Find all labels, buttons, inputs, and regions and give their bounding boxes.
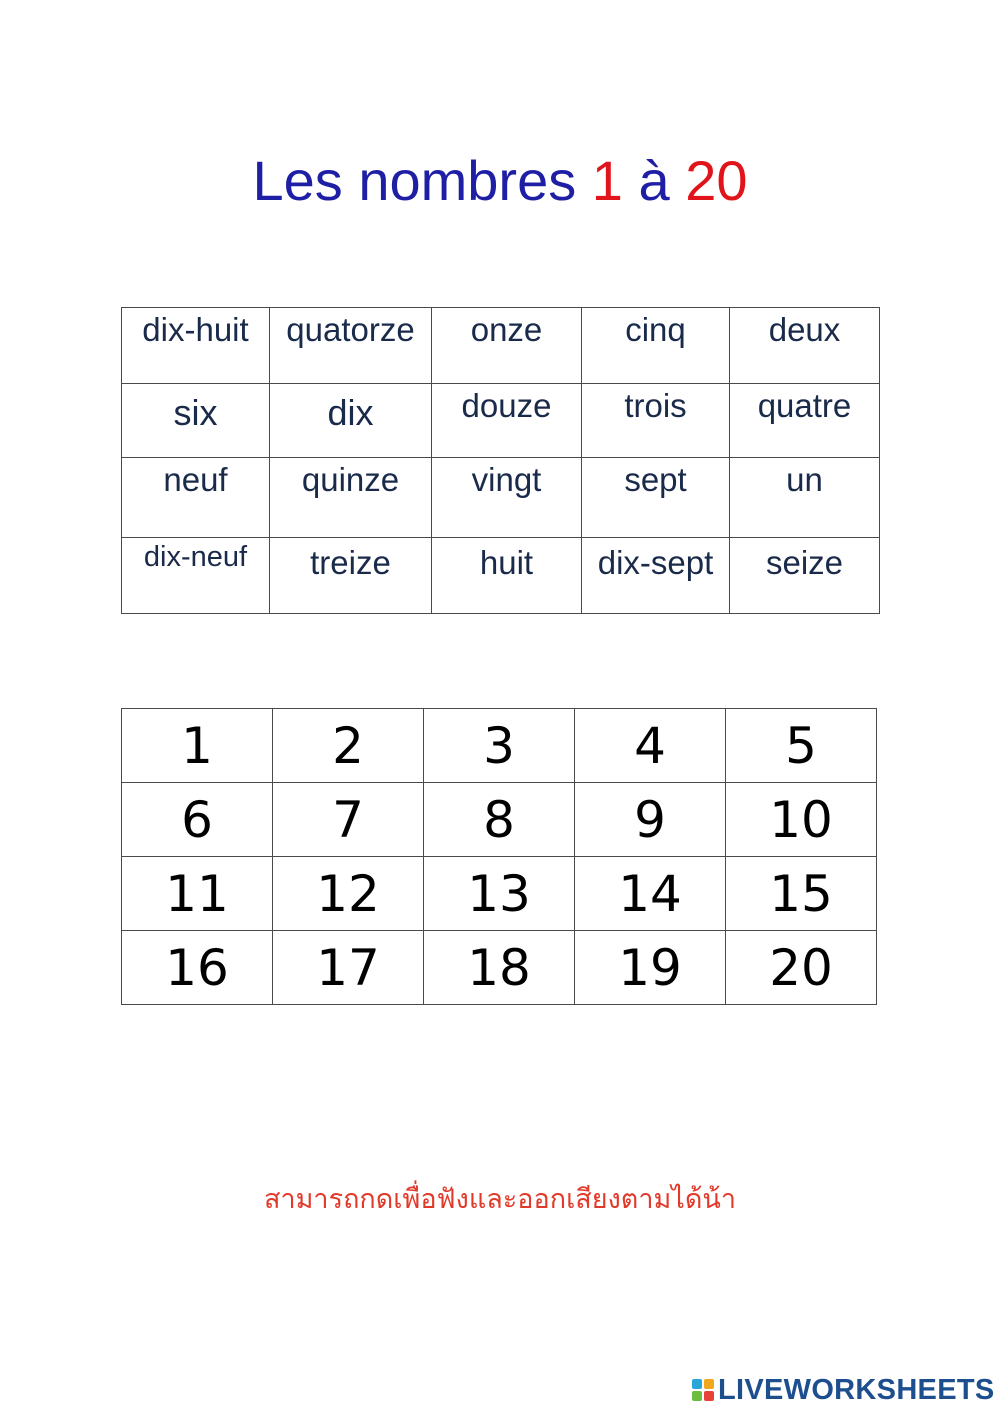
word-card[interactable]: treize xyxy=(270,538,432,614)
number-drop-cell[interactable]: 13 xyxy=(424,857,575,931)
number-drop-cell[interactable]: 8 xyxy=(424,783,575,857)
number-drop-cell[interactable]: 14 xyxy=(575,857,726,931)
number-drop-cell[interactable]: 20 xyxy=(726,931,877,1005)
word-card[interactable]: dix xyxy=(270,384,432,458)
word-card[interactable]: seize xyxy=(730,538,880,614)
title-text-2: à xyxy=(622,149,686,212)
number-grid xyxy=(121,708,877,1005)
word-card[interactable]: quinze xyxy=(270,458,432,538)
word-card[interactable]: dix-huit xyxy=(122,308,270,384)
word-card[interactable]: cinq xyxy=(582,308,730,384)
word-card[interactable]: sept xyxy=(582,458,730,538)
word-card[interactable]: vingt xyxy=(432,458,582,538)
liveworksheets-brand xyxy=(692,1374,995,1406)
word-card[interactable]: deux xyxy=(730,308,880,384)
liveworksheets-logo-icon xyxy=(692,1379,714,1401)
number-drop-cell[interactable]: 15 xyxy=(726,857,877,931)
number-drop-cell[interactable]: 17 xyxy=(273,931,424,1005)
word-card[interactable]: quatorze xyxy=(270,308,432,384)
word-card[interactable]: onze xyxy=(432,308,582,384)
number-drop-cell[interactable]: 7 xyxy=(273,783,424,857)
word-card[interactable]: dix-sept xyxy=(582,538,730,614)
word-grid xyxy=(121,307,880,614)
number-drop-cell[interactable]: 5 xyxy=(726,709,877,783)
title-number-20: 20 xyxy=(685,149,748,212)
number-drop-cell[interactable]: 9 xyxy=(575,783,726,857)
title-number-1: 1 xyxy=(591,149,623,212)
word-card[interactable]: un xyxy=(730,458,880,538)
number-drop-cell[interactable]: 6 xyxy=(122,783,273,857)
number-drop-cell[interactable]: 18 xyxy=(424,931,575,1005)
word-card[interactable]: dix-neuf xyxy=(122,538,270,614)
title-text-1: Les nombres xyxy=(252,149,592,212)
instruction-text: สามารถกดเพื่อฟังและออกเสียงตามได้น้า xyxy=(263,1184,737,1215)
word-card[interactable]: douze xyxy=(432,384,582,458)
number-drop-cell[interactable]: 2 xyxy=(273,709,424,783)
number-drop-cell[interactable]: 16 xyxy=(122,931,273,1005)
number-drop-cell[interactable]: 1 xyxy=(122,709,273,783)
number-drop-cell[interactable]: 3 xyxy=(424,709,575,783)
number-drop-cell[interactable]: 11 xyxy=(122,857,273,931)
word-card[interactable]: quatre xyxy=(730,384,880,458)
brand-name: LIVEWORKSHEETS xyxy=(718,1373,995,1406)
number-drop-cell[interactable]: 12 xyxy=(273,857,424,931)
word-card[interactable]: huit xyxy=(432,538,582,614)
word-card[interactable]: trois xyxy=(582,384,730,458)
number-drop-cell[interactable]: 19 xyxy=(575,931,726,1005)
word-card[interactable]: neuf xyxy=(122,458,270,538)
page-title xyxy=(0,145,1000,217)
word-card[interactable]: six xyxy=(122,384,270,458)
number-drop-cell[interactable]: 10 xyxy=(726,783,877,857)
number-drop-cell[interactable]: 4 xyxy=(575,709,726,783)
